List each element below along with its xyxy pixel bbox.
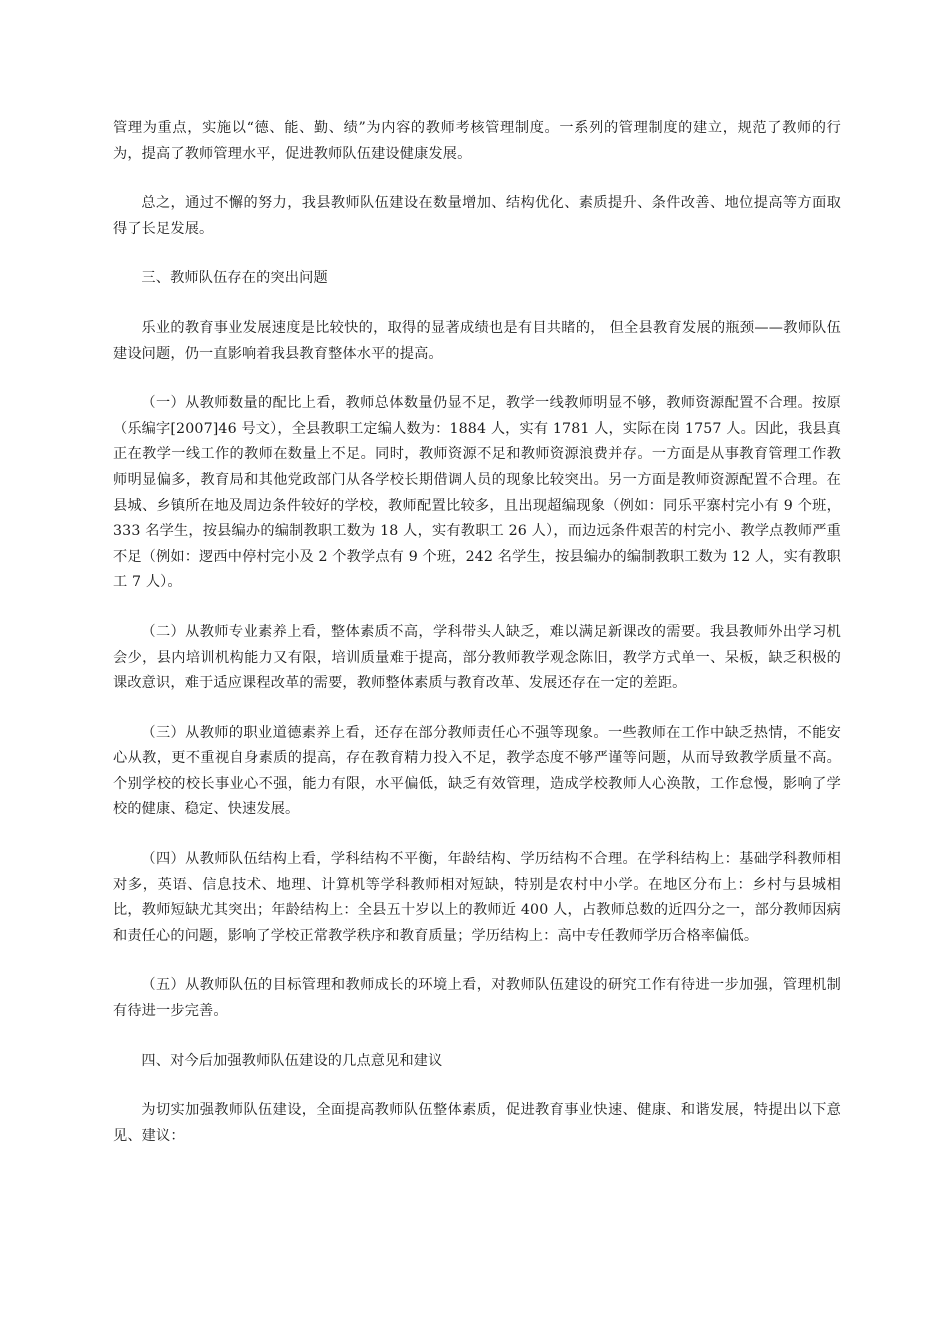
paragraph-intro: 乐业的教育事业发展速度是比较快的，取得的显著成绩也是有目共睹的， 但全县教育发展的瓶颈——教师队伍建设问题，仍一直影响着我县教育整体水平的提高。 — [113, 319, 841, 362]
paragraph-summary: 总之，通过不懈的努力，我县教师队伍建设在数量增加、结构优化、素质提升、条件改善、地位提高等方面取得了长足发展。 — [113, 195, 841, 237]
paragraph-recommendation-intro: 为切实加强教师队伍建设，全面提高教师队伍整体素质，促进教育事业快速、健康、和谐发展，特提出以下意见、建议： — [113, 1102, 841, 1144]
paragraph-item-4: （四）从教师队伍结构上看，学科结构不平衡，年龄结构、学历结构不合理。在学科结构上：基础学科教师相对多，英语、信息技术、地理、计算机等学科教师相对短缺，特别是农村中小学。在地区分布上：乡村与县城相比，教师短缺尤其突出；年龄结构上：全县五十岁以上的教师近 400 人，占教师总数的近四分之一，部分教师因病和责任心的问题，影响了学校正常教学秩序和教育质量；学历结构上：高中专任教师学历合格率偏低。 — [113, 851, 841, 944]
paragraph-continuation: 管理为重点，实施以“德、能、勤、绩”为内容的教师考核管理制度。一系列的管理制度的建立，规范了教师的行为，提高了教师管理水平，促进教师队伍建设健康发展。 — [113, 120, 841, 162]
section-heading-4: 四、对今后加强教师队伍建设的几点意见和建议 — [141, 1052, 443, 1069]
section-heading-3: 三、教师队伍存在的突出问题 — [141, 270, 328, 287]
document-page — [113, 116, 841, 1173]
paragraph-item-5: （五）从教师队伍的目标管理和教师成长的环境上看，对教师队伍建设的研究工作有待进一步加强，管理机制有待进一步完善。 — [113, 977, 841, 1020]
paragraph-item-2: （二）从教师专业素养上看，整体素质不高，学科带头人缺乏，难以满足新课改的需要。我县教师外出学习机会少，县内培训机构能力又有限，培训质量难于提高，部分教师教学观念陈旧，教学方式单一、呆板，缺乏积极的课改意识，难于适应课程改革的需要，教师整体素质与教育改革、发展还存在一定的差距。 — [113, 623, 841, 692]
paragraph-item-1: （一）从教师数量的配比上看，教师总体数量仍显不足，教学一线教师明显不够，教师资源配置不合理。按原（乐编字[2007]46 号文），全县教职工定编人数为：1884 人，实有 1781 人，实际在岗 1757 人。因此，我县真正在教学一线工作的教师在数量上不足。同时，教师资源不足和教师资源浪费并存。一方面是从事教育管理工作教师明显偏多，教育局和其他党政部门从各学校长期借调人员的现象比较突出。另一方面是教师资源配置不合理。在县城、乡镇所在地及周边条件较好的学校，教师配置比较多，且出现超编现象（例如：同乐平寨村完小有 9 个班，333 名学生，按县编办的编制教职工数为 18 人，实有教职工 26 人），而边远条件艰苦的村完小、教学点教师严重不足（例如：逻西中停村完小及 2 个教学点有 9 个班，242 名学生，按县编办的编制教职工数为 12 人，实有教职工 7 人）。 — [113, 395, 841, 591]
paragraph-item-3: （三）从教师的职业道德素养上看，还存在部分教师责任心不强等现象。一些教师在工作中缺乏热情，不能安心从教，更不重视自身素质的提高，存在教育精力投入不足，教学态度不够严谨等问题，从而导致教学质量不高。个别学校的校长事业心不强，能力有限，水平偏低，缺乏有效管理，造成学校教师人心涣散，工作怠慢，影响了学校的健康、稳定、快速发展。 — [113, 724, 841, 818]
